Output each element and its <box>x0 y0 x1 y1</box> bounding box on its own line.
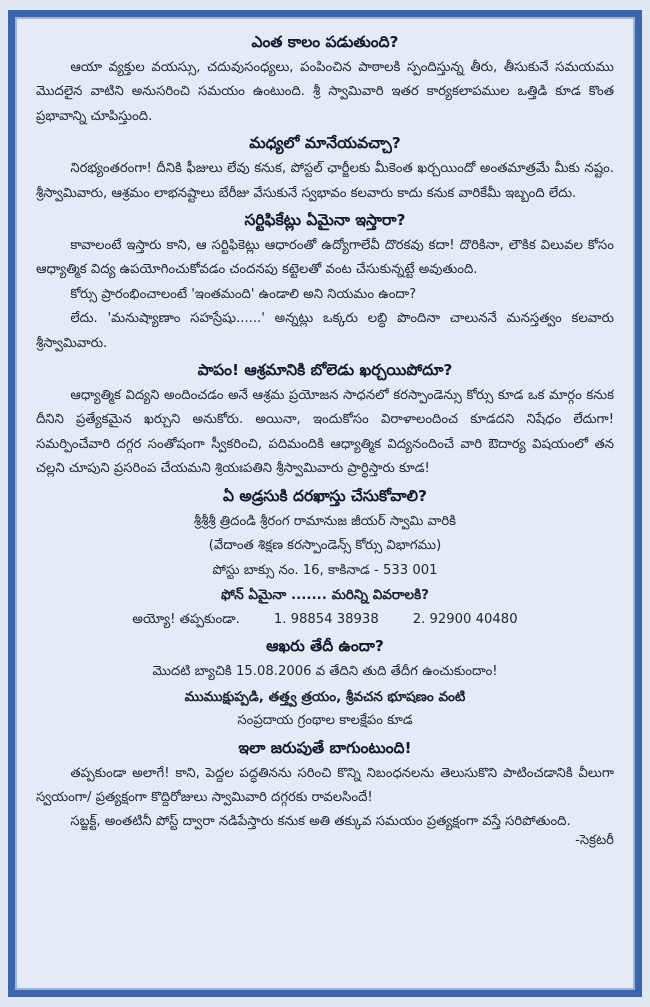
heading-certificates: సర్టిఫికేట్లు ఏమైనా ఇస్తారా? <box>244 211 406 230</box>
scripture-line-1: ముముక్షుప్పడి, తత్త్వ త్రయం, శ్రీవచన భూషణం వంటి <box>184 688 466 705</box>
heading-expenses: పాపం! ఆశ్రమానికి బోలెడు ఖర్చయిపోదూ? <box>197 361 453 380</box>
phone-number-1: 1. 98854 38938 <box>273 612 379 628</box>
heading-address: ఏ అడ్రసుకి దరఖాస్తు చేసుకోవాలి? <box>223 486 427 505</box>
heading-quit-midway: మధ్యలో మానేయవచ్చా? <box>249 134 401 153</box>
phone-number-2: 2. 92900 40480 <box>412 612 518 628</box>
paragraph-quit-midway: నిరభ్యంతరంగా! దీనికి ఫీజులు లేవు కనుక, పోస్టల్ ఛార్జీలకు మీకెంత ఖర్చయిందో అంతమాత్రమే మీకు నష్టం. శ్రీస్వామివారు, ఆశ్రమం లాభనష్టాలు బేరీజు వేసుకునే స్వభావం కలవారు కాదు కనుక వారికేమీ ఇబ్బంది లేదు. <box>36 161 614 201</box>
address-line-2: (వేదాంత శిక్షణ కరస్పాండెన్స్ కోర్సు విభాగము) <box>208 538 442 554</box>
heading-last-date: ఆఖరు తేదీ ఉందా? <box>266 637 384 656</box>
phone-question: ఫోన్ ఏమైనా ....... మరిన్ని వివరాలకి? <box>220 586 429 603</box>
address-line-1: శ్రీశ్రీశ్రీ త్రిదండి శ్రీరంగ రామానుజ జీయర్ స్వామి వారికి <box>193 513 457 529</box>
scripture-line-2: సంప్రదాయ గ్రంథాల కాలక్షేపం కూడ <box>237 713 413 729</box>
phone-prefix: అయ్యో! తప్పకుండా. <box>132 612 240 628</box>
heading-good-idea: ఇలా జరుపుతే బాగుంటుంది! <box>238 738 412 757</box>
paragraph-certificates: కావాలంటే ఇస్తారు కాని, ఆ సర్టిఫికెట్లు ఆధారంతో ఉద్యోగాలేవీ దొరకవు కదా! దొరికినా, లౌకిక విలువల కోసం ఆధ్యాత్మిక విద్య ఉపయోగించుకోవడం చందనపు కట్టెలతో వంట చేసుకున్నట్టే అవుతుంది. <box>36 238 614 278</box>
closing-paragraph-2: సబ్జక్ట్, అంతటినీ పోస్ట్ ద్వారా నడిపేస్తారు కనుక అతి తక్కువ సమయం ప్రత్యక్షంగా వస్తే సరిపోతుంది. <box>70 814 571 830</box>
heading-duration: ఎంత కాలం పడుతుంది? <box>251 33 399 51</box>
closing-paragraph-1: తప్పకుండా అలాగే! కాని, పెద్దల పద్ధతినను సరించి కొన్ని నిబంధనలను తెలుసుకొని పాటించడానికి వీలుగా స్వయంగా/ ప్రత్యక్షంగా కొద్దిరోజులు స్వామివారి దగ్గరకు రావలసిందే! <box>36 765 614 805</box>
phone-numbers <box>36 607 614 632</box>
paragraph-answer: లేదు. 'మనుష్యాణాం సహస్రేషు......' అన్నట్లు ఒక్కరు లబ్ధి పొందినా చాలుననే మనస్తత్వం కలవారు శ్రీస్వామివారు. <box>36 311 614 351</box>
paragraph-minimum-students: కోర్సు ప్రారంభించాలంటే 'ఇంతమంది' ఉండాలి అని నియమం ఉందా? <box>70 286 417 302</box>
last-date-line: మొదటి బ్యాచికి 15.08.2006 వ తేదిని తుది తేదీగ ఉంచుకుందాం! <box>152 664 498 680</box>
document-body <box>36 28 614 983</box>
paragraph-duration: ఆయా వ్యక్తుల వయస్సు, చదువుసంధ్యలు, పంపించిన పాఠాలకి స్పందిస్తున్న తీరు, తీసుకునే సమయము మొదలైన వాటిని అనుసరించి సమయం ఉంటుంది. శ్రీ స్వామివారి ఇతర కార్యకలాపముల ఒత్తిడి కూడ కొంత ప్రభావాన్ని చూపిస్తుంది. <box>36 60 614 124</box>
paragraph-expenses: ఆధ్యాత్మిక విద్యని అందించడం అనే ఆశ్రమ ప్రయోజన సాధనలో కరస్పాండెన్సు కోర్సు కూడ ఒక మార్గం కనుక దీనిని ప్రత్యేకమైన ఖర్చుని అనుకోరు. అయినా, ఇందుకోసం విరాళాలందించ కూడదని నిషేధం లేదుగా! సమర్పించేవారి దగ్గర సంతోషంగా స్వీకరించి, పదిమందికి ఆధ్యాత్మిక విద్యనందించే వారి ఔదార్య విషయంలో తన చల్లని చూపుని ప్రసరింప చేయమని శ్రియఃపతిని శ్రీస్వామివారు ప్రార్థిస్తారు కూడ! <box>36 388 614 477</box>
signature: -సెక్రటరీ <box>575 832 614 848</box>
address-line-3: పోస్టు బాక్సు నం. 16, కాకినాడ - 533 001 <box>212 562 438 578</box>
